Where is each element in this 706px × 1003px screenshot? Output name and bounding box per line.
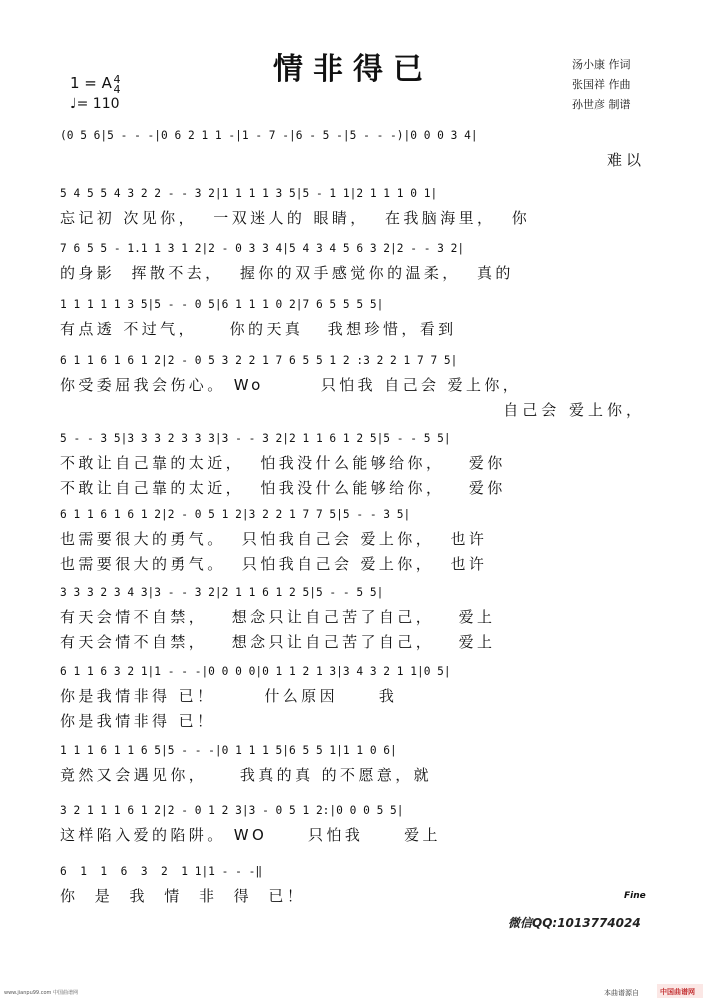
song-title: 情非得已 <box>273 52 433 87</box>
lyric-line: 忘记初 次见你， 一双迷人的 眼睛， 在我脑海里， 你 <box>60 209 531 227</box>
credits <box>572 55 631 115</box>
contact-watermark: 微信QQ:1013774024 <box>508 916 641 930</box>
lyric-line: 也需要很大的勇气。 只怕我自己会 爱上你， 也许 <box>60 530 488 548</box>
site-url: www.jianpu99.com 中国曲谱网 <box>4 990 78 996</box>
composer-credit: 张国祥 作曲 <box>572 78 631 91</box>
lyric-line: 你是我情非得 已！ 什么原因 我 <box>60 687 398 705</box>
lyric-line: 竟然又会遇见你， 我真的真 的不愿意，就 <box>60 766 433 784</box>
meter-bottom: 4 <box>113 83 121 96</box>
lyric-line: 你 是 我 情 非 得 已！ <box>60 887 306 905</box>
notation-line: 6 1 1 6 3 2 1|1 - - -|0 0 0 0|0 1 1 2 1 3|3 4 3 2 1 1|0 5| <box>60 665 451 678</box>
score-system <box>60 863 645 1003</box>
lyric-line: 有点透 不过气， 你的天真 我想珍惜，看到 <box>60 320 457 338</box>
notation-line: 3 2 1 1 1 6 1 2|2 - 0 1 2 3|3 - 0 5 1 2:|0 0 0 5 5| <box>60 804 404 817</box>
notation-line: 3 3 3 2 3 4 3|3 - - 3 2|2 1 1 6 1 2 5|5 - - 5 5| <box>60 586 384 599</box>
lyric-line: 难以 <box>606 151 645 169</box>
lyric-line: 自己会 爱上你， <box>503 401 645 419</box>
lyric-line: 有天会情不自禁， 想念只让自己苦了自己， 爱上 <box>60 608 496 626</box>
arranger-credit: 孙世彦 制谱 <box>572 98 631 111</box>
lyric-line: 不敢让自己靠的太近， 怕我没什么能够给你， 爱你 <box>60 479 506 497</box>
notation-line: 1 1 1 6 1 1 6 5|5 - - -|0 1 1 1 5|6 5 5 1|1 1 0 6| <box>60 744 397 757</box>
notation-line: 5 4 5 5 4 3 2 2 - - 3 2|1 1 1 1 3 5|5 - 1 1|2 1 1 1 0 1| <box>60 187 438 200</box>
notation-line: 5 - - 3 5|3 3 3 2 3 3 3|3 - - 3 2|2 1 1 6 1 2 5|5 - - 5 5| <box>60 432 451 445</box>
meter-top: 4 <box>113 73 121 86</box>
source-note: 本曲谱源自 <box>604 989 639 997</box>
notation-line: 7 6 5 5 - 1.1 1 3 1 2|2 - 0 3 3 4|5 4 3 4 5 6 3 2|2 - - 3 2| <box>60 242 465 255</box>
lyric-line: 你是我情非得 已！ <box>60 712 216 730</box>
lyricist-credit: 汤小康 作词 <box>572 58 631 71</box>
lyric-line: 这样陷入爱的陷阱。 WO 只怕我 爱上 <box>60 826 441 844</box>
lyric-line: 你受委屈我会伤心。 Wo 只怕我 自己会 爱上你， <box>60 376 522 394</box>
notation-line: (0 5 6|5 - - -|0 6 2 1 1 -|1 - 7 -|6 - 5 -|5 - - -)|0 0 0 3 4| <box>60 129 478 142</box>
lyric-line: 的身影 挥散不去， 握你的双手感觉你的温柔， 真的 <box>60 264 514 282</box>
notation-line: 1 1 1 1 1 3 5|5 - - 0 5|6 1 1 1 0 2|7 6 5 5 5 5| <box>60 298 384 311</box>
lyric-line: 有天会情不自禁， 想念只让自己苦了自己， 爱上 <box>60 633 496 651</box>
lyric-line: 不敢让自己靠的太近， 怕我没什么能够给你， 爱你 <box>60 454 506 472</box>
key-signature: 1 = A <box>70 74 112 92</box>
notation-line: 6 1 1 6 3 2 1 1|1 - - -‖ <box>60 865 263 878</box>
time-signature <box>110 75 124 95</box>
tempo-marking: ♩= 110 <box>70 96 120 112</box>
brand-name: 中国曲谱网 <box>660 988 695 996</box>
fine-marking: Fine <box>624 891 646 901</box>
notation-line: 6 1 1 6 1 6 1 2|2 - 0 5 1 2|3 2 2 1 7 7 5|5 - - 3 5| <box>60 508 411 521</box>
lyric-line: 也需要很大的勇气。 只怕我自己会 爱上你， 也许 <box>60 555 488 573</box>
notation-line: 6 1 1 6 1 6 1 2|2 - 0 5 3 2 2 1 7 6 5 5 1 2 :3 2 2 1 7 7 5| <box>60 354 458 367</box>
